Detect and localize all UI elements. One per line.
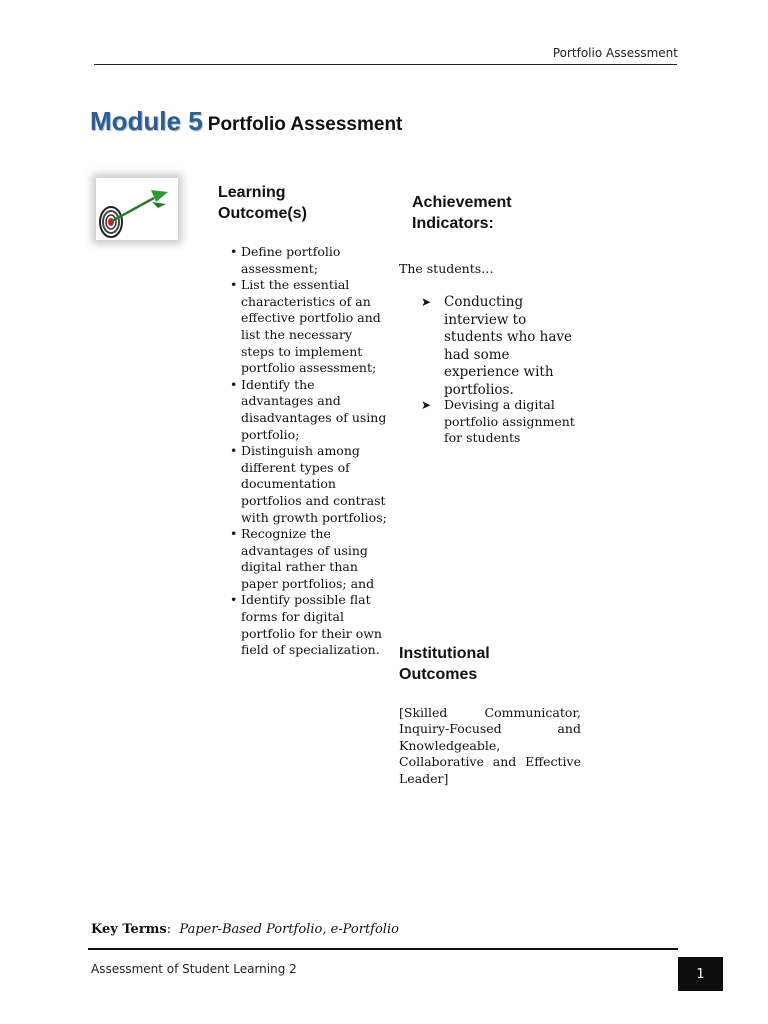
arrowhead-bullet-icon: ➤ [421,295,432,309]
indicator-item [421,294,586,400]
list-item: • Distinguish among different types of documentation portfolios and contrast with growth portfolios; [228,443,388,526]
indicator-text: Conducting interview to students who have had some experience with portfolios. [444,294,573,398]
header-rule [94,64,677,65]
key-terms: Key Terms: Paper-Based Portfolio, e-Portfolio [91,922,399,937]
module-title [90,106,402,137]
institutional-outcomes-text: [Skilled Communicator, Inquiry-Focused and Knowledgeable, Collaborative and Effective Leader] [399,705,581,786]
indicator-text: Devising a digital portfolio assignment for students [444,397,575,446]
footer-rule [88,948,678,950]
module-number: Module 5 [90,106,203,136]
module-name: Portfolio Assessment [207,114,403,135]
indicator-item [421,397,586,447]
learning-outcomes-heading: Learning Outcome(s) [218,184,307,222]
list-item: • Identify possible flat forms for digital portfolio for their own field of specialization. [228,592,388,658]
institutional-outcomes-heading: Institutional Outcomes [399,645,490,683]
list-item: • List the essential characteristics of an effective portfolio and list the necessary steps to implement portfolio assessment; [228,277,388,377]
key-terms-value: Paper-Based Portfolio, e-Portfolio [179,922,399,937]
running-header-title: Portfolio Assessment [552,46,678,60]
achievement-indicators-heading: Achievement Indicators: [412,194,512,232]
dart-target-icon [96,178,178,240]
students-intro: The students… [399,261,494,276]
footer-course-title: Assessment of Student Learning 2 [91,962,297,976]
arrowhead-bullet-icon: ➤ [421,398,432,412]
learning-outcomes-list [228,244,388,659]
list-item: • Define portfolio assessment; [228,244,388,277]
key-terms-label: Key Terms [91,922,167,937]
list-item: • Recognize the advantages of using digital rather than paper portfolios; and [228,526,388,592]
page-number: 1 [678,957,723,991]
list-item: • Identify the advantages and disadvantages of using portfolio; [228,377,388,443]
